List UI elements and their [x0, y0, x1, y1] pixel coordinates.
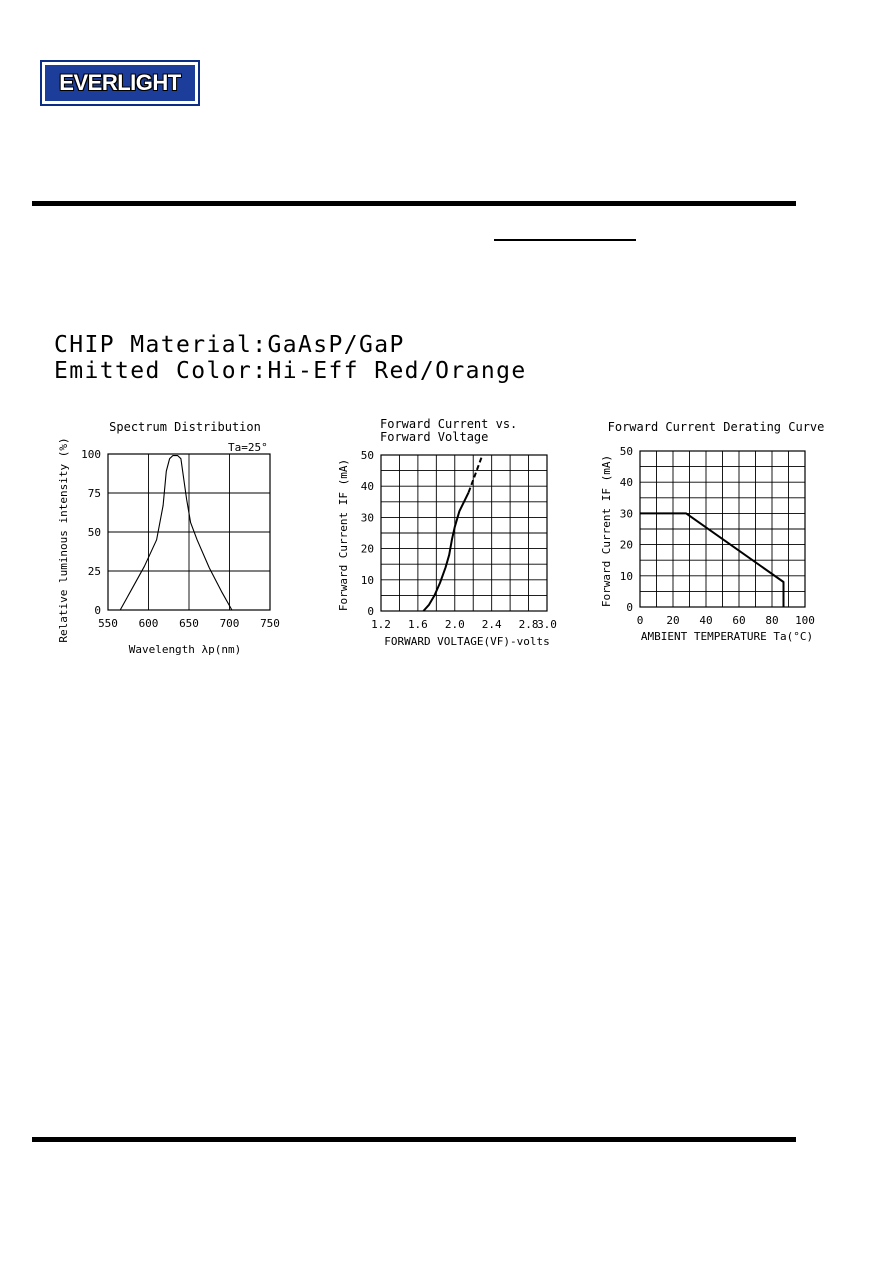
chart-title: Forward Voltage [380, 430, 489, 444]
y-tick-label: 50 [619, 445, 633, 458]
footer-rule [32, 1137, 796, 1142]
x-axis-label: AMBIENT TEMPERATURE Ta(°C) [640, 630, 814, 643]
x-tick-label: 60 [732, 614, 746, 627]
chart-title: Forward Current Derating Curve [607, 420, 825, 434]
y-tick-label: 30 [360, 511, 374, 525]
y-tick-label: 100 [81, 448, 101, 461]
x-tick-label: 2.0 [444, 618, 465, 631]
x-tick-label: 1.2 [371, 618, 391, 631]
y-tick-label: 30 [619, 507, 633, 521]
y-tick-label: 0 [94, 604, 101, 617]
y-tick-label: 50 [87, 526, 101, 539]
x-tick-label: 20 [666, 614, 680, 627]
x-tick-label: 750 [260, 617, 280, 630]
y-tick-label: 50 [360, 449, 374, 462]
x-tick-label: 2.8 [518, 618, 539, 631]
y-tick-label: 10 [360, 573, 374, 587]
y-tick-label: 20 [619, 538, 633, 552]
series-line [469, 455, 483, 492]
x-tick-label: 2.4 [481, 618, 502, 631]
x-tick-label: 650 [179, 617, 199, 630]
y-axis-label: Relative luminous intensity (%) [57, 437, 70, 643]
y-tick-label: 25 [87, 565, 101, 578]
x-axis-label: Wavelength λp(nm) [128, 643, 242, 656]
x-tick-label: 3.0 [537, 618, 557, 631]
emitted-color-text: Emitted Color:Hi-Eff Red/Orange [54, 358, 527, 384]
chart-title: Spectrum Distribution [109, 420, 261, 434]
y-tick-label: 40 [360, 480, 374, 494]
x-tick-label: 80 [765, 614, 779, 627]
series-line [423, 492, 468, 611]
series-line [120, 456, 232, 610]
x-tick-label: 100 [795, 614, 815, 627]
y-tick-label: 40 [619, 476, 633, 490]
y-axis-label: Forward Current IF (mA) [337, 458, 350, 612]
x-tick-label: 600 [138, 617, 159, 630]
chip-material-text: CHIP Material:GaAsP/GaP [54, 332, 405, 358]
y-tick-label: 20 [360, 542, 374, 556]
chart-title: Forward Current vs. [380, 417, 518, 431]
x-axis-label: FORWARD VOLTAGE(VF)-volts [384, 635, 550, 648]
logo-text: EVERLIGHT [59, 70, 181, 95]
x-tick-label: 1.6 [407, 618, 428, 631]
x-tick-label: 700 [219, 617, 240, 630]
y-axis-label: Forward Current IF (mA) [600, 454, 613, 608]
y-tick-label: 75 [87, 487, 101, 500]
x-tick-label: 40 [699, 614, 713, 627]
y-tick-label: 0 [367, 605, 374, 618]
x-tick-label: 550 [98, 617, 118, 630]
x-tick-label: 0 [636, 614, 644, 627]
chart-annotation: Ta=25° [228, 441, 268, 454]
y-tick-label: 0 [626, 601, 633, 614]
y-tick-label: 10 [619, 569, 633, 583]
